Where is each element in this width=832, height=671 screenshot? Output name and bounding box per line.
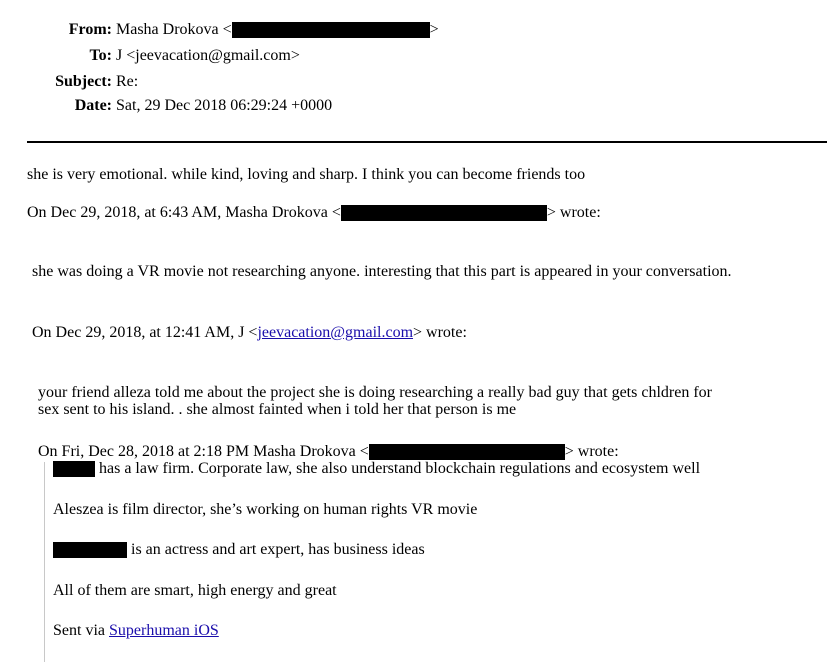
- from-row: [0, 20, 439, 40]
- quote-line-5: [53, 621, 219, 641]
- to-label: To:: [89, 47, 112, 64]
- from-value: Masha Drokova <: [116, 21, 232, 38]
- to-row: [0, 46, 300, 66]
- redaction-block: [341, 205, 547, 221]
- attribution-1-end: > wrote:: [546, 204, 601, 221]
- quote-line-4: All of them are smart, high energy and great: [53, 582, 337, 599]
- redaction-block: [369, 444, 565, 460]
- date-row: [0, 96, 332, 116]
- redaction-block: [53, 542, 127, 558]
- redaction-block: [232, 22, 430, 38]
- subject-row: [0, 72, 138, 92]
- superhuman-link[interactable]: Superhuman iOS: [109, 622, 219, 639]
- email-link[interactable]: jeevacation@gmail.com: [257, 324, 414, 341]
- from-close: >: [429, 21, 439, 38]
- attribution-2-text: On Dec 29, 2018, at 12:41 AM, J <: [32, 324, 258, 341]
- quote-line-1: [53, 459, 700, 479]
- body-line-2: she was doing a VR movie not researching anyone. interesting that this part is appeared in your conversation.: [32, 263, 732, 280]
- quote-line-3: [53, 540, 425, 560]
- date-label: Date:: [74, 97, 112, 114]
- quote-line-1-text: has a law firm. Corporate law, she also understand blockchain regulations and ecosystem well: [99, 460, 701, 477]
- attribution-2: [32, 323, 467, 343]
- body-line-3a: your friend alleza told me about the project she is doing researching a really bad guy that gets chldren for: [38, 384, 712, 401]
- body-line-3b: sex sent to his island. . she almost fainted when i told her that person is me: [38, 401, 517, 418]
- attribution-1: [27, 203, 601, 223]
- from-label: From:: [68, 21, 112, 38]
- date-value: Sat, 29 Dec 2018 06:29:24 +0000: [116, 97, 333, 114]
- subject-label: Subject:: [55, 73, 112, 90]
- to-value: J <jeevacation@gmail.com>: [116, 47, 300, 64]
- quote-line-3-text: is an actress and art expert, has business ideas: [131, 541, 425, 558]
- attribution-2-end: > wrote:: [413, 324, 467, 341]
- subject-value: Re:: [116, 73, 139, 90]
- redaction-block: [53, 461, 95, 477]
- attribution-3-text: On Fri, Dec 28, 2018 at 2:18 PM Masha Drokova <: [38, 443, 369, 460]
- quote-bar: [44, 462, 45, 662]
- attribution-1-text: On Dec 29, 2018, at 6:43 AM, Masha Drokova <: [27, 204, 341, 221]
- attribution-3-end: > wrote:: [564, 443, 619, 460]
- signature-text: Sent via: [53, 622, 109, 639]
- header-divider: [27, 141, 827, 143]
- quote-line-2: Aleszea is film director, she’s working on human rights VR movie: [53, 501, 478, 518]
- body-line-1: she is very emotional. while kind, loving and sharp. I think you can become friends too: [27, 166, 586, 183]
